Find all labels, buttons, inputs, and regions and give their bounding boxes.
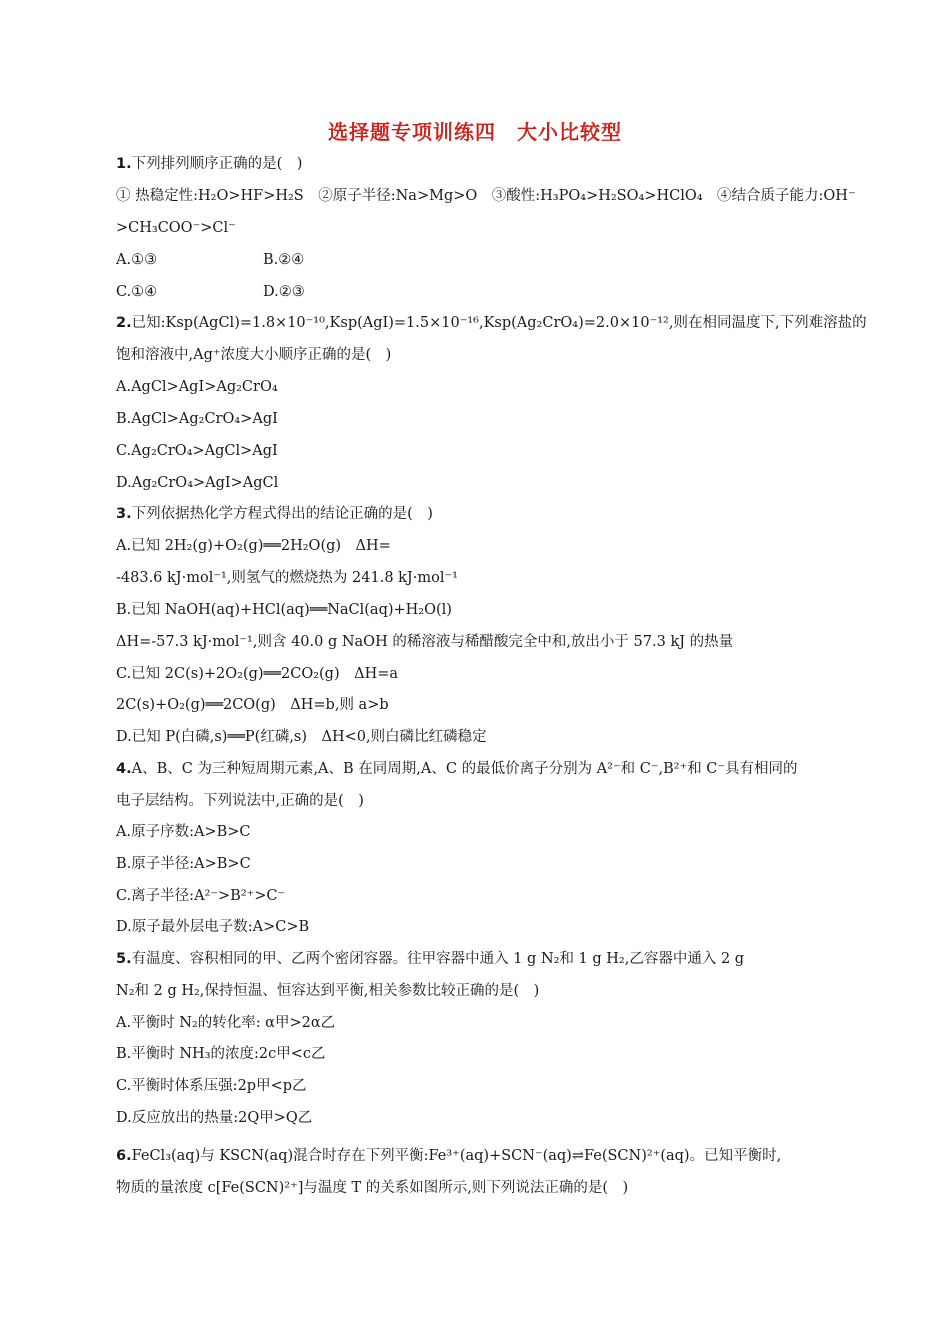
question-1-items-line1: ① 热稳定性:H₂O>HF>H₂S ②原子半径:Na>Mg>O ③酸性:H₃PO₄>H₂SO₄>HClO₄ ④结合质子能力:OH⁻ <box>116 188 856 204</box>
question-4-number: 4. <box>116 761 132 777</box>
question-1-option-c[interactable]: C.①④ <box>116 284 158 300</box>
question-4-option-a[interactable]: A.原子序数:A>B>C <box>116 824 251 840</box>
question-3-option-a-line1[interactable]: A.已知 2H₂(g)+O₂(g)══2H₂O(g) ΔH= <box>116 538 391 554</box>
question-1-option-d[interactable]: D.②③ <box>263 284 305 300</box>
question-5-number: 5. <box>116 951 132 967</box>
question-1-stem <box>116 154 302 174</box>
question-3-option-c-line1[interactable]: C.已知 2C(s)+2O₂(g)══2CO₂(g) ΔH=a <box>116 666 399 682</box>
question-1-number: 1. <box>116 156 132 172</box>
question-6-stem-line2: 物质的量浓度 c[Fe(SCN)²⁺]与温度 T 的关系如图所示,则下列说法正确的是( ) <box>116 1180 629 1196</box>
question-2-number: 2. <box>116 315 132 331</box>
question-2-option-b[interactable]: B.AgCl>Ag₂CrO₄>AgI <box>116 411 278 427</box>
question-5-stem-line1 <box>116 949 744 969</box>
question-3-option-b-line1[interactable]: B.已知 NaOH(aq)+HCl(aq)══NaCl(aq)+H₂O(l) <box>116 602 452 618</box>
question-5-stem-line2: N₂和 2 g H₂,保持恒温、恒容达到平衡,相关参数比较正确的是( ) <box>116 983 540 999</box>
question-2-option-a[interactable]: A.AgCl>AgI>Ag₂CrO₄ <box>116 379 278 395</box>
page-title: 选择题专项训练四 大小比较型 <box>328 120 622 144</box>
question-3-option-d[interactable]: D.已知 P(白磷,s)══P(红磷,s) ΔH<0,则白磷比红磷稳定 <box>116 729 487 745</box>
question-4-stem-line1 <box>116 759 798 779</box>
question-4-text: A、B、C 为三种短周期元素,A、B 在同周期,A、C 的最低价离子分别为 A²⁻和 C⁻,B²⁺和 C⁻具有相同的 <box>131 761 798 777</box>
question-1-text: 下列排列顺序正确的是( ) <box>131 156 303 172</box>
question-5-text: 有温度、容积相同的甲、乙两个密闭容器。往甲容器中通入 1 g N₂和 1 g H₂,乙容器中通入 2 g <box>131 951 745 967</box>
question-4-option-c[interactable]: C.离子半径:A²⁻>B²⁺>C⁻ <box>116 888 286 904</box>
question-5-option-c[interactable]: C.平衡时体系压强:2p甲<p乙 <box>116 1078 307 1094</box>
question-1-items-line2: >CH₃COO⁻>Cl⁻ <box>116 220 236 236</box>
question-2-stem-line2: 饱和溶液中,Ag⁺浓度大小顺序正确的是( ) <box>116 347 392 363</box>
question-5-option-d[interactable]: D.反应放出的热量:2Q甲>Q乙 <box>116 1110 313 1126</box>
question-1-option-a[interactable]: A.①③ <box>116 252 158 268</box>
question-1-option-b[interactable]: B.②④ <box>263 252 305 268</box>
question-3-number: 3. <box>116 506 132 522</box>
question-5-option-a[interactable]: A.平衡时 N₂的转化率: α甲>2α乙 <box>116 1015 336 1031</box>
question-6-text: FeCl₃(aq)与 KSCN(aq)混合时存在下列平衡:Fe³⁺(aq)+SCN⁻(aq)⇌Fe(SCN)²⁺(aq)。已知平衡时, <box>131 1148 782 1164</box>
question-4-option-d[interactable]: D.原子最外层电子数:A>C>B <box>116 919 310 935</box>
question-3-stem <box>116 504 433 524</box>
question-6-number: 6. <box>116 1148 132 1164</box>
question-3-option-a-line2: -483.6 kJ·mol⁻¹,则氢气的燃烧热为 241.8 kJ·mol⁻¹ <box>116 570 458 586</box>
question-4-option-b[interactable]: B.原子半径:A>B>C <box>116 856 251 872</box>
question-2-option-d[interactable]: D.Ag₂CrO₄>AgI>AgCl <box>116 475 279 491</box>
question-5-option-b[interactable]: B.平衡时 NH₃的浓度:2c甲<c乙 <box>116 1046 326 1062</box>
question-6-stem-line1 <box>116 1146 781 1166</box>
question-2-text: 已知:Ksp(AgCl)=1.8×10⁻¹⁰,Ksp(AgI)=1.5×10⁻¹⁶,Ksp(Ag₂CrO₄)=2.0×10⁻¹²,则在相同温度下,下列难溶盐的 <box>131 315 867 331</box>
question-3-option-c-line2: 2C(s)+O₂(g)══2CO(g) ΔH=b,则 a>b <box>116 697 389 713</box>
question-4-stem-line2: 电子层结构。下列说法中,正确的是( ) <box>116 793 364 809</box>
question-2-stem-line1 <box>116 313 867 333</box>
question-3-option-b-line2: ΔH=-57.3 kJ·mol⁻¹,则含 40.0 g NaOH 的稀溶液与稀醋酸完全中和,放出小于 57.3 kJ 的热量 <box>116 634 734 650</box>
question-2-option-c[interactable]: C.Ag₂CrO₄>AgCl>AgI <box>116 443 278 459</box>
question-3-text: 下列依据热化学方程式得出的结论正确的是( ) <box>131 506 433 522</box>
